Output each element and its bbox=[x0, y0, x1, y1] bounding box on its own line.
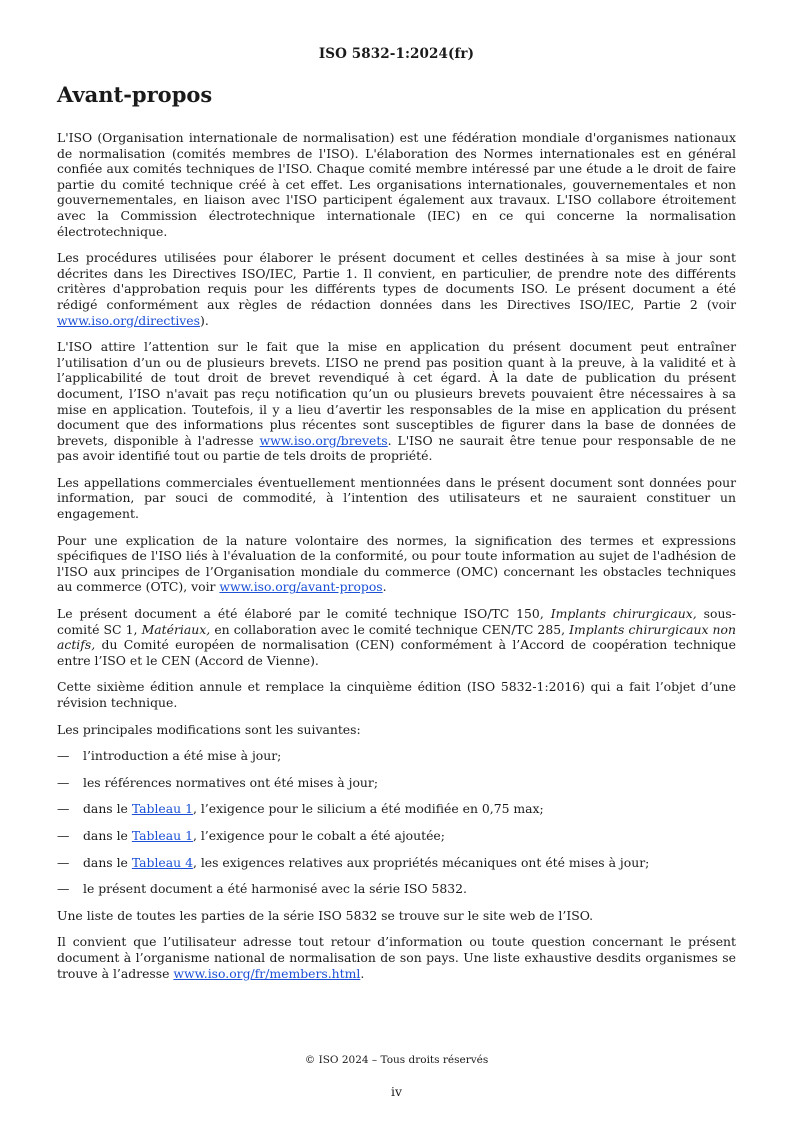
paragraph-text: . bbox=[382, 579, 387, 595]
paragraph-text: Pour une explication de la nature volontaire des normes, la signification des termes et expressions spécifiques de l'ISO liés à l'évaluation de la conformité, ou pour toute information au sujet de l'adhésion de l'ISO aux principes de l’Organisation mondiale du commerce (OMC) concernant les obstacles techniques au commerce (OTC), voir bbox=[57, 532, 736, 595]
subcommittee-title: Matériaux, bbox=[141, 621, 211, 637]
list-item bbox=[57, 855, 736, 871]
list-item bbox=[57, 801, 736, 817]
document-identifier: ISO 5832-1:2024(fr) bbox=[318, 46, 475, 62]
paragraph-text: du Comité européen de normalisation (CEN) conformément à l’Accord de coopération technique entre l’ISO et le CEN (Accord de Vienne). bbox=[57, 637, 736, 668]
list-item bbox=[57, 828, 736, 844]
page-number: iv bbox=[391, 1084, 402, 1099]
cen-committee-title: Implants chirurgicaux non actifs, bbox=[57, 621, 736, 653]
list-item-text: les références normatives ont été mises à jour; bbox=[83, 774, 378, 790]
paragraph-text: en collaboration avec le comité technique CEN/TC 285, bbox=[210, 621, 570, 637]
paragraph-text: . L'ISO ne saurait être tenue pour responsable de ne pas avoir identifié tout ou partie de tels droits de propriété. bbox=[57, 432, 737, 464]
members-link[interactable]: www.iso.org/fr/members.html bbox=[173, 965, 361, 981]
paragraph-text: sous-comité SC 1, bbox=[57, 606, 736, 637]
paragraph-procedures bbox=[57, 250, 736, 328]
paragraph-series-parts: Une liste de toutes les parties de la série ISO 5832 se trouve sur le site web de l’ISO. bbox=[57, 907, 594, 923]
list-item-text: , l’exigence pour le cobalt a été ajoutée; bbox=[192, 827, 445, 843]
paragraph-text: L'ISO attire l’attention sur le fait que la mise en application du présent document peut entraîner l’utilisation d’un ou de plusieurs brevets. L’ISO ne prend pas position quant à la preuve, à la validité et à l’applicabilité de tout droit de brevet revendiqué à cet égard. À la date de publication du présent document, l’ISO n'avait pas reçu notification qu’un ou plusieurs brevets pouvaient être nécessaires à sa mise en application. Toutefois, il y a lieu d’avertir les responsables de la mise en application du présent document que des informations plus récentes sont susceptibles de figurer dans la base de données de brevets, disponible à l'adresse bbox=[57, 339, 736, 448]
table-1-link[interactable]: Tableau 1 bbox=[131, 827, 193, 843]
list-item bbox=[57, 881, 736, 897]
list-item-text bbox=[83, 801, 544, 817]
list-dash: — bbox=[57, 748, 70, 764]
paragraph-text: ). bbox=[200, 312, 209, 328]
paragraph-trade-names: Les appellations commerciales éventuellement mentionnées dans le présent document sont données pour information, par souci de commodité, à l’intention des utilisateurs et ne sauraient constituer un engagement. bbox=[57, 474, 736, 522]
paragraph-voluntary-nature bbox=[57, 533, 736, 595]
paragraph-iso-intro: L'ISO (Organisation internationale de normalisation) est une fédération mondiale d'organismes nationaux de normalisation (comités membres de l'ISO). L'élaboration des Normes internationales est en général confiée aux comités techniques de l'ISO. Chaque comité membre intéressé par une étude a le droit de faire partie du comité technique créé à cet effet. Les organisations internationales, gouvernementales et non gouvernementales, en liaison avec l'ISO participent également aux travaux. L'ISO collabore étroitement avec la Commission électrotechnique internationale (IEC) en ce qui concerne la normalisation électrotechnique. bbox=[57, 130, 736, 239]
list-dash: — bbox=[57, 801, 70, 817]
paragraph-feedback bbox=[57, 934, 736, 981]
committee-title: Implants chirurgicaux, bbox=[550, 606, 697, 622]
list-dash: — bbox=[57, 881, 70, 897]
paragraph-committee bbox=[57, 606, 736, 668]
paragraph-text: Les procédures utilisées pour élaborer le présent document et celles destinées à sa mise à jour sont décrites dans les Directives ISO/IEC, Partie 1. Il convient, en particulier, de prendre note des différents critères d'approbation requis pour les différents types de documents ISO. Le présent document a été rédigé conformément aux règles de rédaction données dans les Directives ISO/IEC, Partie 2 (voir bbox=[57, 250, 736, 312]
patents-link[interactable]: www.iso.org/brevets bbox=[259, 432, 388, 448]
list-item bbox=[57, 748, 736, 764]
paragraph-changes-intro: Les principales modifications sont les suivantes: bbox=[57, 721, 361, 737]
table-4-link[interactable]: Tableau 4 bbox=[131, 854, 193, 870]
list-item-text bbox=[83, 828, 445, 844]
list-item-text bbox=[83, 855, 649, 871]
foreword-body bbox=[57, 130, 736, 981]
list-item-text: , les exigences relatives aux propriétés mécaniques ont été mises à jour; bbox=[192, 854, 650, 870]
list-item-text: l’introduction a été mise à jour; bbox=[83, 748, 282, 764]
list-item-text: dans le bbox=[83, 854, 132, 870]
list-item-text: le présent document a été harmonisé avec la série ISO 5832. bbox=[83, 881, 467, 897]
paragraph-text: Le présent document a été élaboré par le comité technique ISO/TC 150, bbox=[57, 606, 551, 622]
foreword-link[interactable]: www.iso.org/avant-propos bbox=[219, 579, 383, 595]
table-1-link[interactable]: Tableau 1 bbox=[131, 801, 193, 817]
directives-link[interactable]: www.iso.org/directives bbox=[57, 312, 200, 328]
paragraph-edition: Cette sixième édition annule et remplace la cinquième édition (ISO 5832-1:2016) qui a fait l’objet d’une révision technique. bbox=[57, 679, 736, 710]
paragraph-text: . bbox=[360, 965, 365, 981]
list-dash: — bbox=[57, 827, 70, 843]
paragraph-patents bbox=[57, 339, 736, 464]
list-dash: — bbox=[57, 774, 70, 790]
list-dash: — bbox=[57, 854, 70, 870]
list-item-text: , l’exigence pour le silicium a été modifiée en 0,75 max; bbox=[192, 801, 544, 817]
paragraph-text: Il convient que l’utilisateur adresse tout retour d’information ou toute question concernant le présent document à l’organisme national de normalisation de son pays. Une liste exhaustive desdits organismes se trouve à l’adresse bbox=[57, 934, 736, 981]
list-item-text: dans le bbox=[83, 827, 132, 843]
copyright-notice: © ISO 2024 – Tous droits réservés bbox=[304, 1054, 489, 1066]
list-item-text: dans le bbox=[83, 801, 132, 817]
list-item bbox=[57, 775, 736, 791]
modifications-list bbox=[57, 748, 736, 897]
page-title: Avant-propos bbox=[57, 82, 213, 107]
